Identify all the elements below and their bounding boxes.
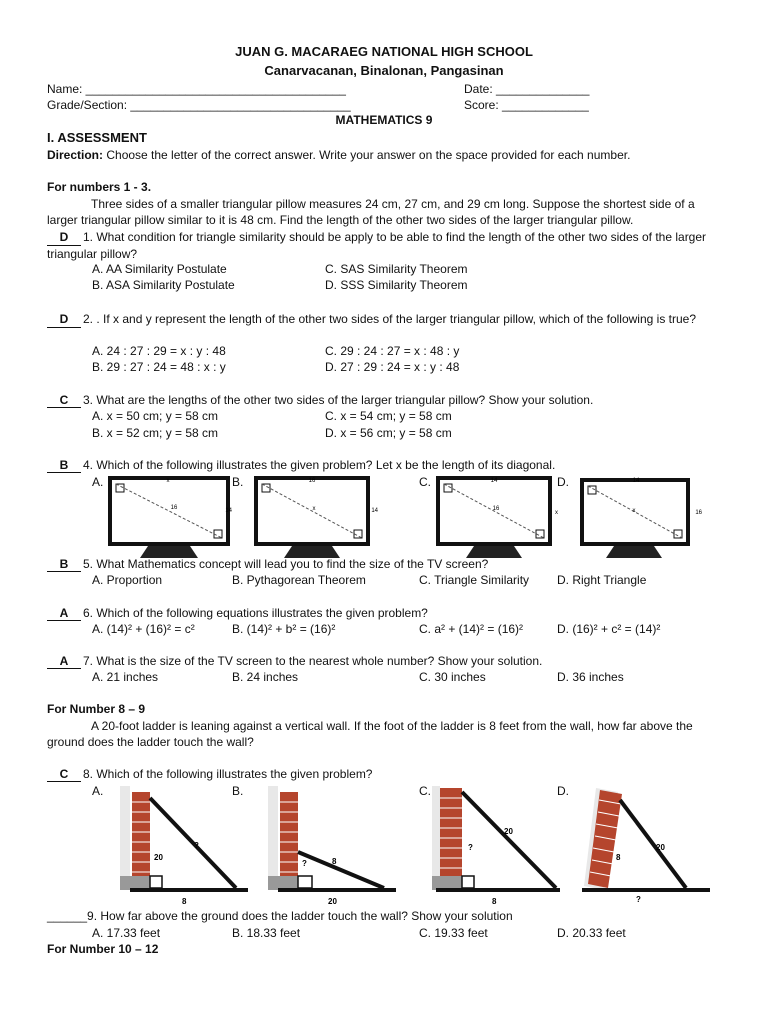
question-1-text: 1. What condition for triangle similarity should be apply to be able to find the length of the other two sides of the larger triangular pillow? bbox=[47, 230, 707, 261]
answer-blank-2[interactable]: D bbox=[47, 311, 81, 328]
question-1 bbox=[47, 229, 727, 262]
answer-blank-1[interactable]: D bbox=[47, 229, 81, 246]
q2-option-b: B. 29 : 27 : 24 = 48 : x : y bbox=[92, 360, 226, 374]
q8-letter-b: B. bbox=[232, 784, 244, 798]
q2-option-a: A. 24 : 27 : 29 = x : y : 48 bbox=[92, 344, 226, 358]
grade-section-field[interactable]: Grade/Section: _________________________________ bbox=[47, 98, 351, 112]
answer-blank-4[interactable]: B bbox=[47, 458, 81, 473]
ladder-figure-c bbox=[432, 786, 562, 906]
q6-option-d: D. (16)² + c² = (14)² bbox=[557, 622, 661, 636]
direction-label: Direction: bbox=[47, 148, 104, 162]
question-8-text: 8. Which of the following illustrates the given problem? bbox=[83, 767, 373, 781]
q6-option-b: B. (14)² + b² = (16)² bbox=[232, 622, 336, 636]
ladder-a-ladder-label: ? bbox=[194, 841, 199, 850]
tv-figure-a bbox=[108, 474, 234, 560]
question-8 bbox=[47, 767, 372, 782]
q5-option-b: B. Pythagorean Theorem bbox=[232, 573, 366, 587]
q5-option-a: A. Proportion bbox=[92, 573, 163, 587]
q9-option-c: C. 19.33 feet bbox=[419, 926, 488, 940]
direction-text: Choose the letter of the correct answer. Write your answer on the space provided for each number. bbox=[103, 148, 631, 162]
group2-problem: A 20-foot ladder is leaning against a vertical wall. If the foot of the ladder is 8 feet from the wall, how far above the ground does the ladder touch the wall? bbox=[47, 719, 693, 749]
assessment-title: I. ASSESSMENT bbox=[47, 130, 147, 145]
q7-option-a: A. 21 inches bbox=[92, 670, 159, 684]
question-4-text: 4. Which of the following illustrates the given problem? Let x be the length of its diagonal. bbox=[83, 458, 556, 472]
school-name: JUAN G. MACARAEG NATIONAL HIGH SCHOOL bbox=[235, 44, 533, 59]
question-2 bbox=[47, 311, 727, 328]
q8-letter-c: C. bbox=[419, 784, 431, 798]
q1-option-c: C. SAS Similarity Theorem bbox=[325, 262, 468, 276]
q5-option-c: C. Triangle Similarity bbox=[419, 573, 530, 587]
group1-heading: For numbers 1 - 3. bbox=[47, 180, 152, 194]
question-3-text: 3. What are the lengths of the other two sides of the larger triangular pillow? Show your solution. bbox=[83, 393, 594, 407]
ladder-d-ground-label: ? bbox=[636, 895, 641, 904]
tv-figure-c bbox=[434, 474, 560, 560]
q8-letter-a: A. bbox=[92, 784, 104, 798]
ladder-c-wall-label: ? bbox=[468, 843, 473, 852]
q3-option-a: A. x = 50 cm; y = 58 cm bbox=[92, 409, 219, 423]
q3-option-d: D. x = 56 cm; y = 58 cm bbox=[325, 426, 452, 440]
question-2-text: 2. . If x and y represent the length of the other two sides of the larger triangular pillow, which of the following is true? bbox=[83, 312, 697, 326]
question-4 bbox=[47, 458, 555, 473]
tv-d-diag-label: x bbox=[632, 508, 636, 514]
answer-blank-8[interactable]: C bbox=[47, 767, 81, 782]
question-5-text: 5. What Mathematics concept will lead you to find the size of the TV screen? bbox=[83, 557, 489, 571]
tv-d-top-label: 14 bbox=[632, 478, 640, 484]
ladder-c-ground-label: 8 bbox=[492, 897, 497, 906]
tv-b-top-label: 16 bbox=[308, 478, 316, 484]
ladder-d-ladder-label: 20 bbox=[656, 843, 665, 852]
tv-a-top-label: x bbox=[166, 478, 170, 484]
q6-option-c: C. a² + (14)² = (16)² bbox=[419, 622, 524, 636]
ladder-figure-a bbox=[120, 786, 250, 906]
question-9-text: 9. How far above the ground does the ladder touch the wall? Show your solution bbox=[87, 909, 513, 923]
question-3 bbox=[47, 393, 593, 408]
question-7-text: 7. What is the size of the TV screen to the nearest whole number? Show your solution. bbox=[83, 654, 543, 668]
question-6-text: 6. Which of the following equations illustrates the given problem? bbox=[83, 606, 428, 620]
q3-option-c: C. x = 54 cm; y = 58 cm bbox=[325, 409, 452, 423]
q4-letter-c: C. bbox=[419, 475, 431, 489]
question-6 bbox=[47, 606, 428, 621]
tv-a-side-label: 14 bbox=[225, 508, 232, 514]
tv-b-side-label: 14 bbox=[371, 508, 378, 514]
ladder-a-ground-label: 8 bbox=[182, 897, 187, 906]
date-field[interactable]: Date: ______________ bbox=[464, 82, 590, 96]
question-9 bbox=[47, 909, 513, 923]
group1-problem: Three sides of a smaller triangular pillow measures 24 cm, 27 cm, and 29 cm long. Suppose the shortest side of a larger triangular pillow similar to it is 48 cm. Find the length of the other two sides of the larger triangular pillow. bbox=[47, 197, 695, 227]
ladder-figure-d bbox=[582, 786, 712, 906]
tv-c-top-label: 14 bbox=[490, 478, 498, 484]
tv-figure-d bbox=[578, 474, 704, 560]
q9-option-a: A. 17.33 feet bbox=[92, 926, 161, 940]
q7-option-c: C. 30 inches bbox=[419, 670, 486, 684]
ladder-a-wall-label: 20 bbox=[154, 853, 163, 862]
q2-option-d: D. 27 : 29 : 24 = x : y : 48 bbox=[325, 360, 460, 374]
answer-blank-5[interactable]: B bbox=[47, 557, 81, 572]
ladder-b-wall-label: ? bbox=[302, 859, 307, 868]
ladder-c-ladder-label: 20 bbox=[504, 827, 513, 836]
score-field[interactable]: Score: _____________ bbox=[464, 98, 589, 112]
name-field[interactable]: Name: _______________________________________ bbox=[47, 82, 346, 96]
q1-option-d: D. SSS Similarity Theorem bbox=[325, 278, 468, 292]
q7-option-b: B. 24 inches bbox=[232, 670, 299, 684]
q3-option-b: B. x = 52 cm; y = 58 cm bbox=[92, 426, 219, 440]
answer-blank-6[interactable]: A bbox=[47, 606, 81, 621]
tv-c-diag-label: 16 bbox=[492, 506, 500, 512]
q9-option-d: D. 20.33 feet bbox=[557, 926, 626, 940]
tv-a-diag-label: 16 bbox=[170, 505, 178, 511]
answer-blank-7[interactable]: A bbox=[47, 654, 81, 669]
question-7 bbox=[47, 654, 542, 669]
q9-option-b: B. 18.33 feet bbox=[232, 926, 301, 940]
tv-d-side-label: 16 bbox=[695, 510, 702, 516]
q4-letter-b: B. bbox=[232, 475, 244, 489]
tv-b-diag-label: x bbox=[312, 506, 316, 512]
tv-figure-b bbox=[254, 474, 380, 560]
q8-letter-d: D. bbox=[557, 784, 569, 798]
answer-blank-9[interactable]: ______ bbox=[47, 909, 88, 923]
ladder-figure-b bbox=[268, 786, 398, 906]
group3-heading: For Number 10 – 12 bbox=[47, 942, 159, 956]
q1-option-a: A. AA Similarity Postulate bbox=[92, 262, 227, 276]
answer-blank-3[interactable]: C bbox=[47, 393, 81, 408]
q4-letter-d: D. bbox=[557, 475, 569, 489]
school-address: Canarvacanan, Binalonan, Pangasinan bbox=[264, 63, 504, 78]
subject-title: MATHEMATICS 9 bbox=[335, 113, 433, 127]
question-5 bbox=[47, 557, 488, 572]
direction bbox=[47, 148, 630, 162]
q4-letter-a: A. bbox=[92, 475, 104, 489]
tv-c-side-label: x bbox=[555, 510, 558, 516]
q1-option-b: B. ASA Similarity Postulate bbox=[92, 278, 235, 292]
q7-option-d: D. 36 inches bbox=[557, 670, 624, 684]
q5-option-d: D. Right Triangle bbox=[557, 573, 647, 587]
ladder-d-wall-label: 8 bbox=[616, 853, 621, 862]
group2-heading: For Number 8 – 9 bbox=[47, 702, 146, 716]
q2-option-c: C. 29 : 24 : 27 = x : 48 : y bbox=[325, 344, 460, 358]
ladder-b-ladder-label: 8 bbox=[332, 857, 337, 866]
q6-option-a: A. (14)² + (16)² = c² bbox=[92, 622, 195, 636]
ladder-b-ground-label: 20 bbox=[328, 897, 337, 906]
